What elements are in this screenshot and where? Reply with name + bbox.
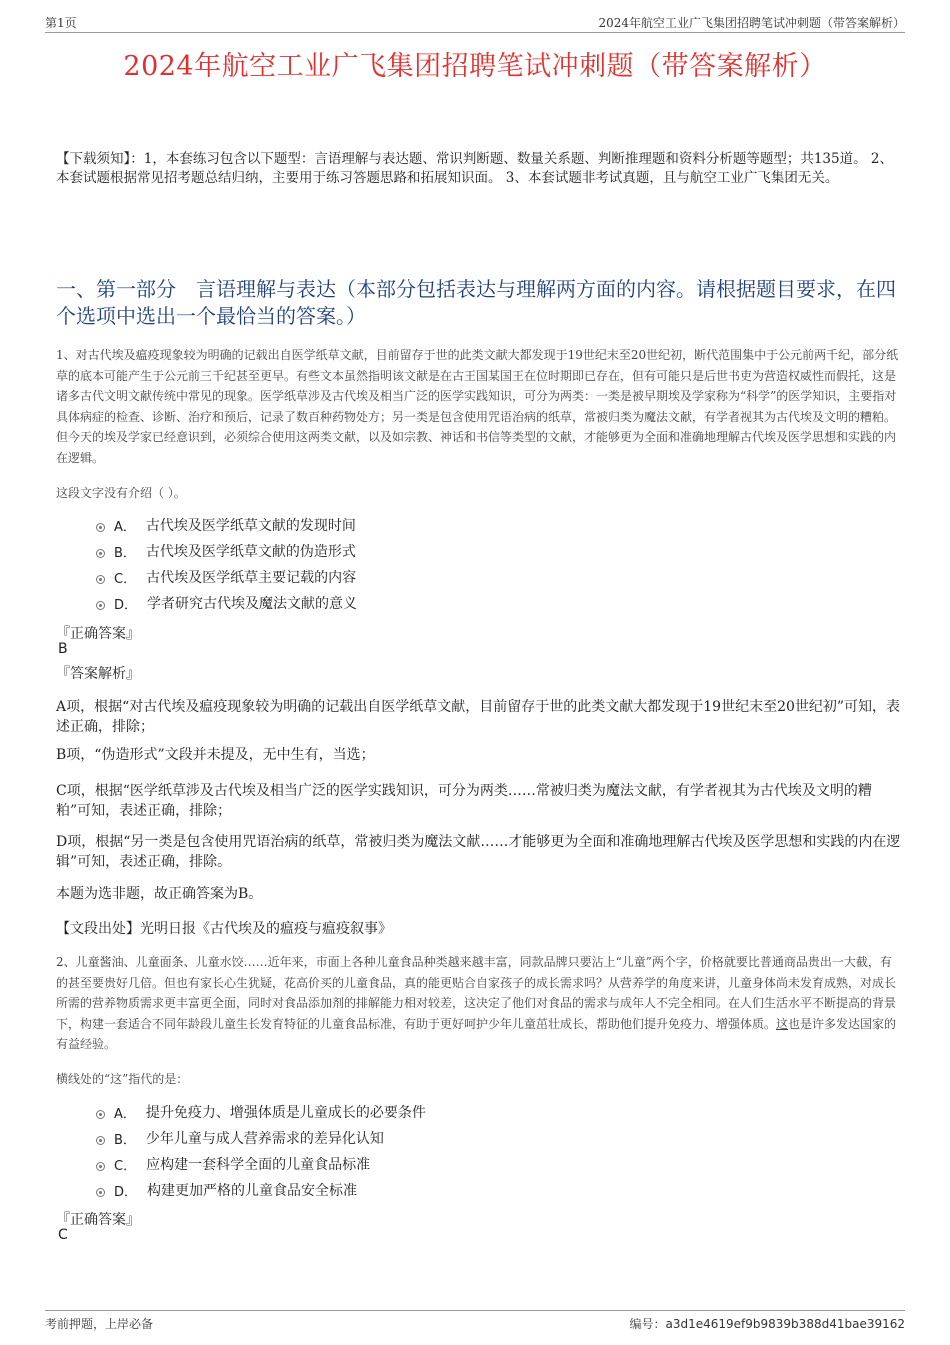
q2-option-d[interactable]: D． 构建更加严格的儿童食品安全标准 (96, 1177, 426, 1203)
section-heading: 一、第一部分 言语理解与表达（本部分包括表达与理解两方面的内容。请根据题目要求，在四个选项中选出一个最恰当的答案。） (56, 277, 896, 328)
q2-answer: C (58, 1227, 68, 1243)
q1-option-c[interactable]: C． 古代埃及医学纸草主要记载的内容 (96, 564, 357, 590)
q2-answer-label: 『正确答案』 (56, 1212, 140, 1228)
radio-icon[interactable] (96, 575, 105, 584)
radio-icon[interactable] (96, 1188, 105, 1197)
q1-analysis-d: D项，根据“另一类是包含使用咒语治病的纸草，常被归类为魔法文献……才能够更为全面和准确地理解古代埃及医学思想和实践的内在逻辑”可知，表述正确，排除。 (56, 834, 901, 870)
radio-icon[interactable] (96, 601, 105, 610)
page-number: 第1页 (45, 16, 77, 30)
q1-analysis-c: C项，根据“医学纸草涉及古代埃及相当广泛的医学实践知识，可分为两类……常被归类为魔法文献，有学者视其为古代埃及文明的糟粕”可知，表述正确，排除； (56, 783, 872, 819)
q2-options (96, 1099, 426, 1203)
radio-icon[interactable] (96, 1136, 105, 1145)
q1-answer-label: 『正确答案』 (56, 626, 140, 642)
q2-option-b[interactable]: B． 少年儿童与成人营养需求的差异化认知 (96, 1125, 426, 1151)
q1-analysis-b: B项，“伪造形式”文段并未提及，无中生有，当选； (56, 747, 375, 763)
download-notice: 【下载须知】：1，本套练习包含以下题型：言语理解与表达题、常识判断题、数量关系题、判断推理题和资料分析题等题型；共135道。 2、本套试题根据常见招考题总结归纳，主要用于练习答题思路和拓展知识面。 3、本套试题非考试真题，且与航空工业广飞集团无关。 (56, 151, 893, 186)
page-footer (45, 1310, 905, 1333)
q2-question: 横线处的“这”指代的是： (56, 1072, 189, 1086)
underlined-word: 这 (776, 1016, 789, 1031)
radio-icon[interactable] (96, 1110, 105, 1119)
q1-option-a[interactable]: A． 古代埃及医学纸草文献的发现时间 (96, 512, 357, 538)
q1-passage: 1、对古代埃及瘟疫现象较为明确的记载出自医学纸草文献，目前留存于世的此类文献大都发现于19世纪末至20世纪初，断代范围集中于公元前两千纪，部分纸草的底本可能产生于公元前三千纪甚至更早。有些文本虽然指明该文献是在古王国某国王在位时期即已存在，但有可能只是后世书吏为营造权威性而假托，这是诸多古代文明文献传统中常见的现象。医学纸草涉及古代埃及相当广泛的医学实践知识，可分为两类：一类是被早期埃及学家称为“科学”的医学知识，主要指对具体病症的检查、诊断、治疗和预后，记录了数百种药物处方；另一类是包含使用咒语治病的纸草，常被归类为魔法文献，有学者视其为古代埃及文明的糟粕。但今天的埃及学家已经意识到，必须综合使用这两类文献，以及如宗教、神话和书信等类型的文献，才能够更为全面和准确地理解古代埃及医学思想和实践的内在逻辑。 (56, 348, 899, 465)
q1-analysis-label: 『答案解析』 (56, 666, 140, 682)
q1-option-d[interactable]: D． 学者研究古代埃及魔法文献的意义 (96, 590, 357, 616)
page-header (45, 14, 905, 33)
q1-conclusion: 本题为选非题，故正确答案为B。 (56, 886, 263, 902)
radio-icon[interactable] (96, 1162, 105, 1171)
q1-source: 【文段出处】光明日报《古代埃及的瘟疫与瘟疫叙事》 (56, 921, 392, 937)
q2-option-a[interactable]: A． 提升免疫力、增强体质是儿童成长的必要条件 (96, 1099, 426, 1125)
q1-analysis-a: A项，根据“对古代埃及瘟疫现象较为明确的记载出自医学纸草文献，目前留存于世的此类文献大都发现于19世纪末至20世纪初”可知，表述正确，排除； (56, 699, 901, 735)
footer-slogan: 考前押题，上岸必备 (45, 1317, 154, 1331)
q2-passage: 2、儿童酱油、儿童面条、儿童水饺……近年来，市面上各种儿童食品种类越来越丰富，同款品牌只要沾上“儿童”两个字，价格就要比普通商品贵出一大截，有的甚至要贵好几倍。但也有家长心生犹疑，花高价买的儿童食品，真的能更贴合自家孩子的成长需求吗？从营养学的角度来讲，儿童身体尚未发育成熟，对成长所需的营养物质需求更丰富更全面，同时对食品添加剂的排解能力相对较差，这决定了他们对食品的需求与成年人不完全相同。在人们生活水平不断提高的背景下，构建一套适合不同年龄段儿童生长发育特征的儿童食品标准，有助于更好呵护少年儿童茁壮成长，帮助他们提升免疫力、增强体质。这也是许多发达国家的有益经验。 (56, 955, 897, 1051)
q1-answer: B (58, 641, 68, 657)
q1-option-b[interactable]: B． 古代埃及医学纸草文献的伪造形式 (96, 538, 357, 564)
radio-icon[interactable] (96, 523, 105, 532)
q1-question: 这段文字没有介绍（ ）。 (56, 486, 186, 500)
q1-options (96, 512, 357, 616)
footer-code: 编号：a3d1e4619ef9b9839b388d41bae39162 (629, 1317, 905, 1331)
q2-option-c[interactable]: C． 应构建一套科学全面的儿童食品标准 (96, 1151, 426, 1177)
radio-icon[interactable] (96, 549, 105, 558)
header-doc-title: 2024年航空工业广飞集团招聘笔试冲刺题（带答案解析） (598, 16, 905, 30)
page-title: 2024年航空工业广飞集团招聘笔试冲刺题（带答案解析） (123, 51, 827, 82)
